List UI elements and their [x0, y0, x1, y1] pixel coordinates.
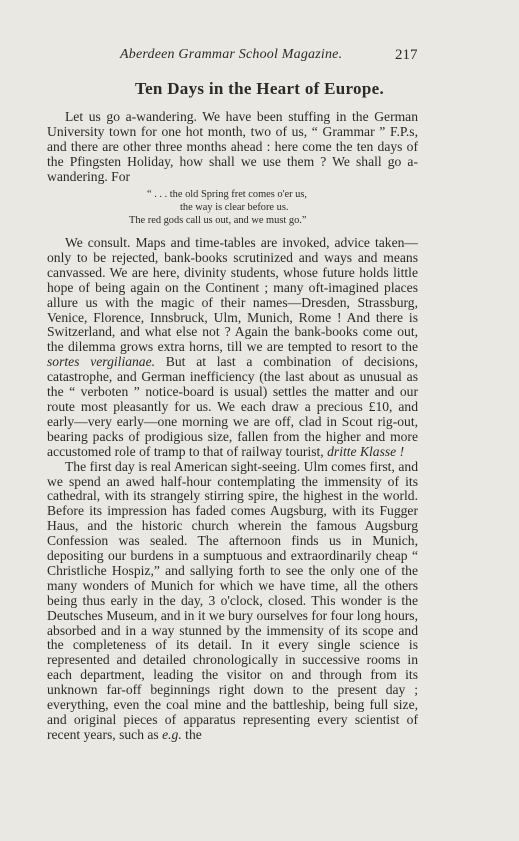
- running-head: [0, 47, 519, 67]
- article-body-main: [47, 236, 418, 743]
- paragraph-2-text-a: We consult. Maps and time-tables are invoked, advice taken—only to be rejected, bank-books scrutinized and ways and means canvassed. We are here, divinity students, whose future holds little hope of being again on the Continent ; many oft-imagined places allure us with the magic of their names—Dresden, Strassburg, Venice, Florence, Innsbruck, Ulm, Munich, Rome ! And there is Switzerland, and what else not ? Again the bank-books come out, the dilemma grows extra horns, till we are tempted to resort to the: [47, 235, 418, 355]
- paragraph-3-text-a: The first day is real American sight-seeing. Ulm comes first, and we spend an awed half-hour contemplating the immensity of its cathedral, with its strangely stirring spire, the highest in the world. Before its impression has faded comes Augsburg, with its Fugger Haus, and the historic church wherein the famous Augsburg Confession was sealed. The afternoon finds us in Munich, depositing our burdens in a sumptuous and extraordinarily cheap “ Christliche Hospiz,” and sallying forth to see the only one of the many wonders of Munich for which we have time, all the others being thus early in the day, 3 o'clock, closed. This wonder is the Deutsches Museum, and in it we bury ourselves for four long hours, absorbed and in a way stunned by the immensity of its scope and the completeness of its detail. In it every single science is represented and detailed chronologically in successive rooms in each department, leading the visitor on and through from its unknown far-off beginnings right down to the present day ; everything, even the coal mine and the battleship, being full size, and original pieces of apparatus representing every scientist of recent years, such as: [47, 458, 418, 742]
- paragraph-2-emphasis-2: dritte Klasse !: [327, 443, 405, 459]
- poem-line-2: the way is clear before us.: [180, 202, 289, 213]
- running-title: Aberdeen Grammar School Magazine.: [120, 47, 343, 62]
- paragraph-2-emphasis-1: sortes vergilianae.: [47, 354, 156, 370]
- paragraph-3-emphasis: e.g.: [162, 726, 182, 742]
- paragraph-2: [47, 236, 418, 460]
- article-body-intro: [47, 110, 418, 185]
- paragraph-2-text-b: But at last a combination of decisions, catastrophe, and German inefficiency (the last about as unusual as the “ verboten ” notice-board is usual) settles the matter and our route most pleasantly for us. We each draw a precious £10, and early—very early—one morning we are off, clad in Scout rig-out, bearing packs of prodigious size, fallen from the higher and more accustomed role of tramp to that of railway tourist,: [47, 354, 418, 459]
- article-title: Ten Days in the Heart of Europe.: [134, 79, 385, 98]
- poem-line-3: The red gods call us out, and we must go.”: [129, 215, 307, 226]
- paragraph-1: Let us go a-wandering. We have been stuffing in the German University town for one hot month, two of us, “ Grammar ” F.P.s, and there are other three months ahead : here come the ten days of the Pfingsten Holiday, how shall we use them ? We shall go a-wandering. For: [47, 109, 418, 184]
- poem-quote: [47, 188, 418, 227]
- poem-line-1: “ . . . the old Spring fret comes o'er us,: [147, 189, 308, 200]
- paragraph-3: [47, 460, 418, 743]
- paragraph-3-text-b: the: [181, 726, 202, 742]
- page-number: 217: [395, 47, 418, 63]
